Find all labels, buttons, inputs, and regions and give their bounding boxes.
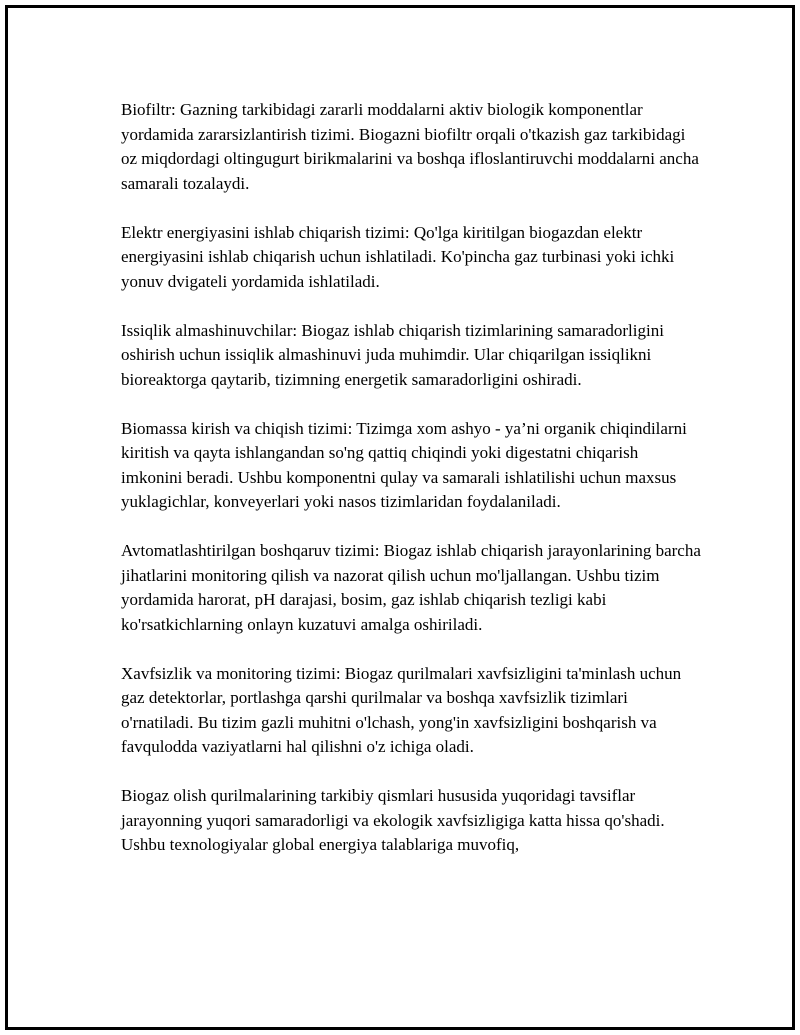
paragraph-biomass-input-output: Biomassa kirish va chiqish tizimi: Tizimga xom ashyo - ya’ni organik chiqindilarni kiritish va qayta ishlangandan so'ng qattiq chiqindi yoki digestatni chiqarish imkonini beradi. Ushbu komponentni qulay va samarali ishlatilishi uchun maxsus yuklagichlar, konveyerlari yoki nasos tizimlaridan foydalaniladi. [121, 418, 687, 511]
paragraph-safety-monitoring: Xavfsizlik va monitoring tizimi: Biogaz qurilmalari xavfsizligini ta'minlash uchun gaz detektorlar, portlashga qarshi qurilmalar va boshqa xavfsizlik tizimlari o'rnatiladi. Bu tizim gazli muhitni o'lchash, yong'in xavfsizligini boshqarish va favqulodda vaziyatlarni hal qilishni o'z ichiga oladi. [121, 663, 682, 756]
paragraph-biofilter: Biofiltr: Gazning tarkibidagi zararli moddalarni aktiv biologik komponentlar yordamida zararsizlantirish tizimi. Biogazni biofiltr orqali o'tkazish gaz tarkibidagi oz miqdordagi oltingugurt birikmalarini va boshqa ifloslantiruvchi moddalarni ancha samarali tozalaydi. [121, 100, 699, 193]
paragraph-heat-exchangers: Issiqlik almashinuvchilar: Biogaz ishlab chiqarish tizimlarining samaradorligini oshirish uchun issiqlik almashinuvi juda muhimdir. Ular chiqarilgan issiqlikni bioreaktorga qaytarib, tizimning energetik samaradorligini oshiradi. [121, 320, 664, 389]
paragraph-electricity-generation: Elektr energiyasini ishlab chiqarish tizimi: Qo'lga kiritilgan biogazdan elektr energiyasini ishlab chiqarish uchun ishlatiladi. Ko'pincha gaz turbinasi yoki ichki yonuv dvigateli yordamida ishlatiladi. [121, 222, 675, 291]
page-frame [5, 5, 795, 1030]
paragraph-conclusion: Biogaz olish qurilmalarining tarkibiy qismlari hususida yuqoridagi tavsiflar jarayonning yuqori samaradorligi va ekologik xavfsizligiga katta hissa qo'shadi. Ushbu texnologiyalar global energiya talablariga muvofiq, [121, 786, 665, 854]
paragraph-automated-control: Avtomatlashtirilgan boshqaruv tizimi: Biogaz ishlab chiqarish jarayonlarining barcha jihatlarini monitoring qilish va nazorat qilish uchun mo'ljallangan. Ushbu tizim yordamida harorat, pH darajasi, bosim, gaz ishlab chiqarish tezligi kabi ko'rsatkichlarning onlayn kuzatuvi amalga oshiriladi. [121, 541, 701, 634]
document-body [121, 98, 701, 882]
